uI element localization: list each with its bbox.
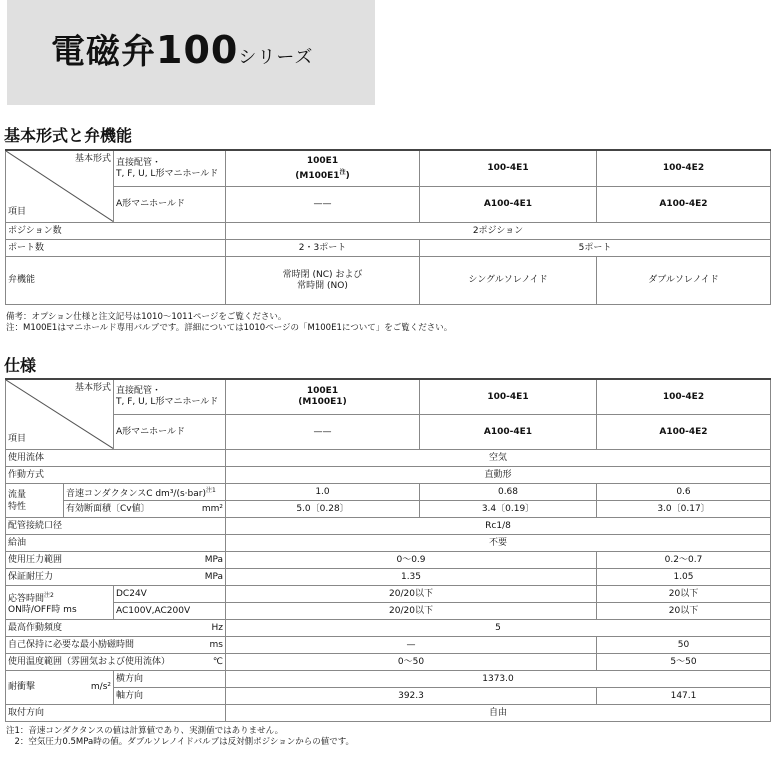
basic-notes: 備考：オプション仕様と注文記号は1010〜1011ページをご覧ください。 注：M100E1はマニホールド専用バルブです。詳細については1010ページの「M100E1について」をご覧ください。 (6, 312, 453, 333)
row-direct-label: 直接配管・ T, F, U, L形マニホールド (114, 150, 226, 187)
section-title-spec: 仕様 (4, 356, 37, 375)
section-title-basic: 基本形式と弁機能 (4, 126, 133, 145)
corner-cell: 基本形式 項目 (6, 150, 114, 223)
spec-notes: 注1：音速コンダクタンスの値は計算値であり、実測値ではありません。 2：空気圧力0.5MPa時の値。ダブルソレノイドバルブは反対側ポジションからの値です。 (6, 726, 355, 747)
page-title: 電磁弁100シリーズ (51, 28, 314, 72)
spec-table: 基本形式 項目 直接配管・ T, F, U, L形マニホールド 100E1 (M100E1) 100-4E1 100-4E2 A形マニホールド —— A100-4E1 A100-4E2 使用流体 空気 作動方式 直動形 流量 特性 音速コンダクタンスC dm³/$(s\cdot bar)^{注1}$ 1.0 0.68 0.6 有効断面積〔Cv値〕 mm² 5.0〔0.28〕 3.4〔0.19〕 3.0〔0.17〕 配管接続口径 Rc1/8 給油 不要 使用圧力範囲 MPa 0〜0.9 0.2〜0.7 保証耐圧力 MPa 1.35 1.05 応答時間$^{注2}$ ON時/OFF時 ms DC24V 20/20以下 20以下 AC100V,AC200V 20/20以下 20以下 最高作動頻度 Hz 5 自己保持に必要な最小励磁時間 ms — 50 使用温度範囲（雰囲気および使用流体） ℃ 0〜50 5〜50 耐衝撃 m/s² 横方向 1373.0 軸方向 392.3 147.1 取付方向 自由 (5, 378, 771, 722)
title-banner (7, 0, 375, 105)
row-a-label: A形マニホールド (114, 187, 226, 223)
col2-header: 100-4E1 (420, 150, 597, 187)
basic-table: 基本形式 項目 直接配管・ T, F, U, L形マニホールド 100E1 $(M100E1^注)$ 100-4E1 100-4E2 A形マニホールド —— A100-4E1 A100-4E2 ポジション数 2ポジション ポート数 2・3ポート 5ポート 弁機能 常時閉 (NC) および 常時開 (NO) シングルソレノイド ダブルソレノイド (5, 149, 771, 305)
spec-corner-cell: 基本形式 項目 (6, 379, 114, 450)
col3-header: 100-4E2 (597, 150, 771, 187)
col1-header: 100E1 $(M100E1^注)$ (226, 150, 420, 187)
